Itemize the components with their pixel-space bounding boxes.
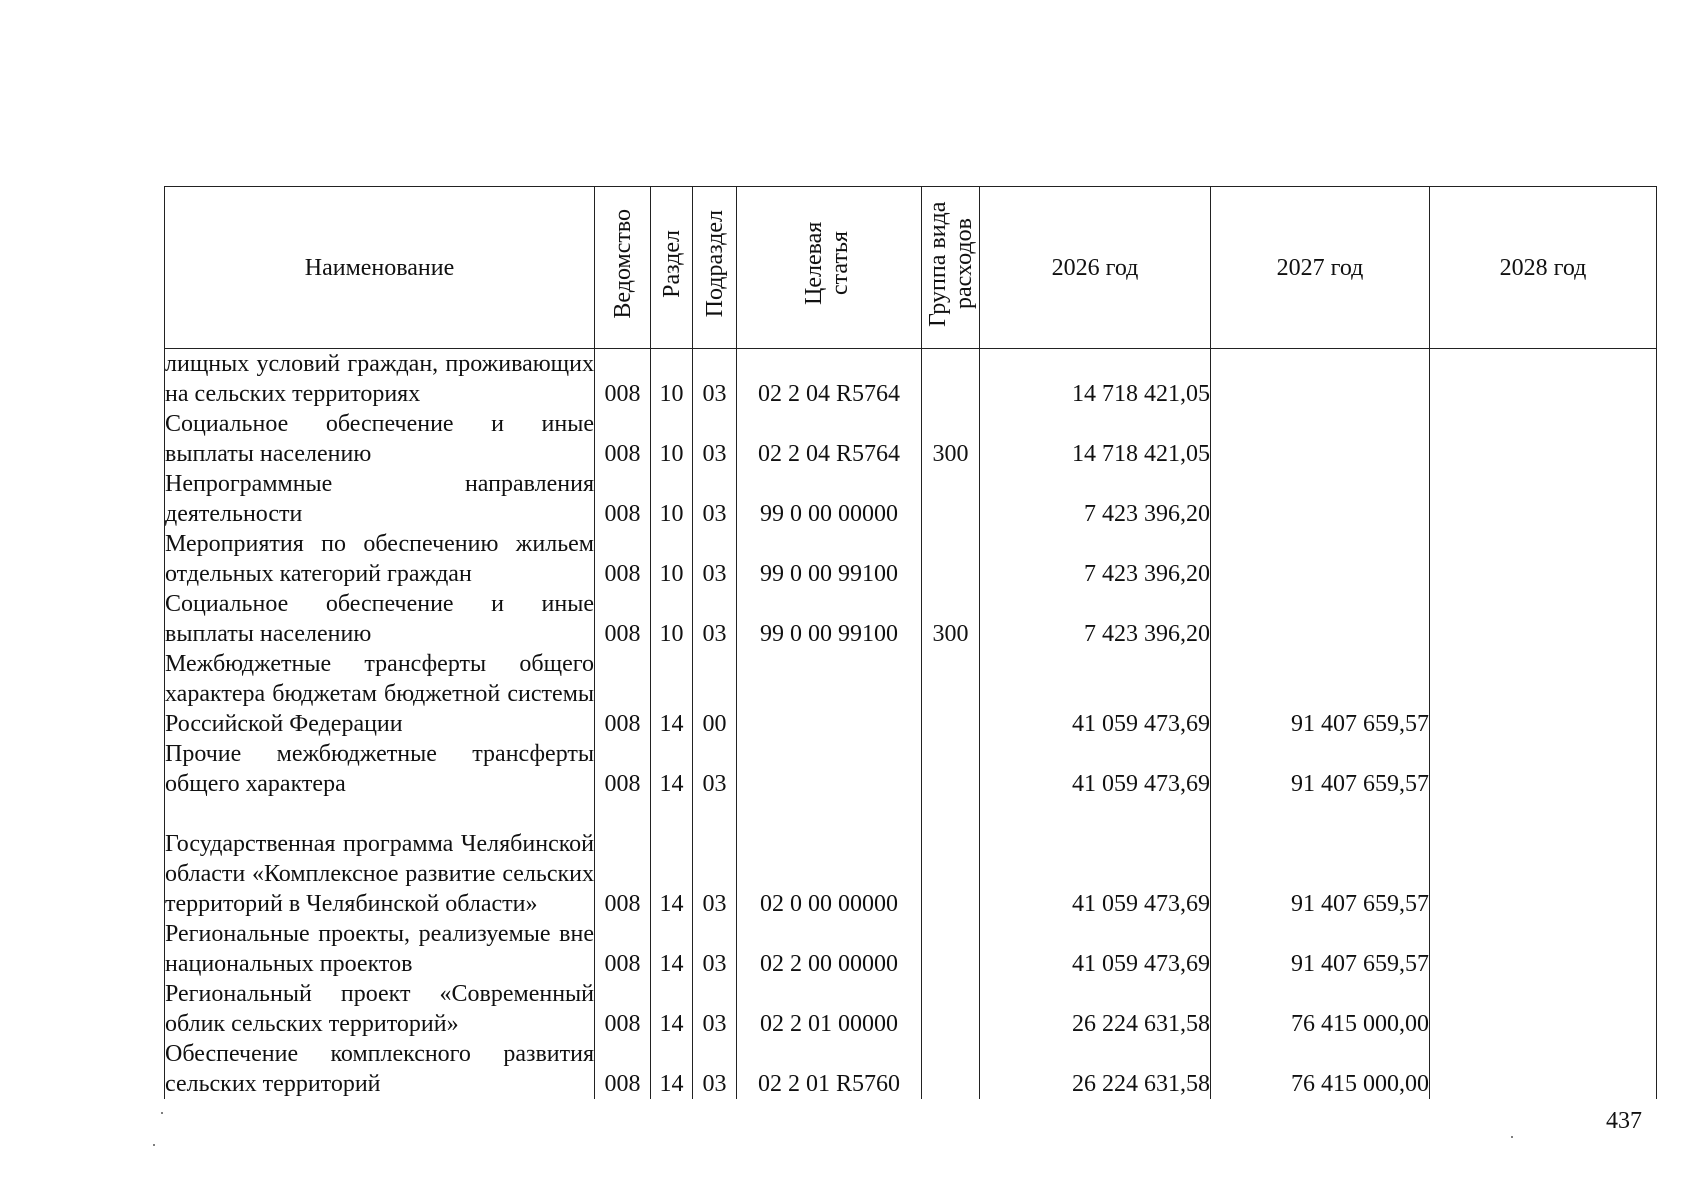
row-2026: 14 718 421,05	[980, 409, 1211, 469]
row-group	[922, 1039, 980, 1099]
row-dept: 008	[595, 469, 651, 529]
row-section: 10	[651, 409, 693, 469]
row-subsection: 03	[693, 739, 737, 799]
row-2027	[1211, 529, 1430, 589]
row-section: 14	[651, 1039, 693, 1099]
row-2027: 91 407 659,57	[1211, 799, 1430, 919]
row-target: 02 0 00 00000	[737, 799, 922, 919]
row-group	[922, 649, 980, 739]
budget-table	[164, 186, 1657, 1099]
row-2026: 41 059 473,69	[980, 739, 1211, 799]
row-group	[922, 799, 980, 919]
row-target: 02 2 04 R5764	[737, 349, 922, 410]
row-section: 14	[651, 739, 693, 799]
row-2027: 76 415 000,00	[1211, 1039, 1430, 1099]
row-dept: 008	[595, 649, 651, 739]
row-name: лищных условий граждан, проживающих на сельских территориях	[165, 349, 595, 410]
row-name: Региональный проект «Современный облик сельских территорий»	[165, 981, 594, 1037]
row-2028	[1430, 799, 1657, 919]
row-2028	[1430, 349, 1657, 410]
row-2027: 91 407 659,57	[1211, 649, 1430, 739]
header-dept: Ведомство	[595, 187, 651, 349]
row-target: 99 0 00 00000	[737, 469, 922, 529]
row-2028	[1430, 589, 1657, 649]
row-subsection: 03	[693, 1039, 737, 1099]
header-name: Наименование	[165, 187, 595, 349]
header-section: Раздел	[651, 187, 693, 349]
row-group: 300	[922, 409, 980, 469]
row-target	[737, 649, 922, 739]
row-subsection: 03	[693, 799, 737, 919]
table-row	[165, 349, 1657, 410]
row-2026: 14 718 421,05	[980, 349, 1211, 410]
row-dept: 008	[595, 1039, 651, 1099]
row-subsection: 03	[693, 979, 737, 1039]
row-subsection: 00	[693, 649, 737, 739]
scan-speck	[153, 1144, 155, 1146]
row-2026: 7 423 396,20	[980, 529, 1211, 589]
row-target: 99 0 00 99100	[737, 529, 922, 589]
row-dept: 008	[595, 799, 651, 919]
table-row	[165, 649, 1657, 739]
table-body	[165, 349, 1657, 1100]
row-dept: 008	[595, 919, 651, 979]
row-name: Обеспечение комплексного развития сельских территорий	[165, 1041, 594, 1097]
row-target: 02 2 00 00000	[737, 919, 922, 979]
header-2027: 2027 год	[1211, 187, 1430, 349]
row-section: 14	[651, 979, 693, 1039]
row-subsection: 03	[693, 529, 737, 589]
row-group: 300	[922, 589, 980, 649]
table-row	[165, 919, 1657, 979]
row-dept: 008	[595, 589, 651, 649]
row-target: 02 2 01 R5760	[737, 1039, 922, 1099]
table-row	[165, 469, 1657, 529]
row-2028	[1430, 979, 1657, 1039]
row-dept: 008	[595, 409, 651, 469]
row-name: Непрограммные направления деятельности	[165, 471, 594, 527]
row-2027	[1211, 349, 1430, 410]
row-2026: 7 423 396,20	[980, 469, 1211, 529]
row-2026: 41 059 473,69	[980, 649, 1211, 739]
table-row	[165, 739, 1657, 799]
row-group	[922, 919, 980, 979]
row-subsection: 03	[693, 589, 737, 649]
row-name: Социальное обеспечение и иные выплаты населению	[165, 411, 594, 467]
header-2028: 2028 год	[1430, 187, 1657, 349]
row-2026: 41 059 473,69	[980, 799, 1211, 919]
row-section: 10	[651, 349, 693, 410]
row-name: Региональные проекты, реализуемые вне национальных проектов	[165, 921, 594, 977]
row-name: Государственная программа Челябинской области «Комплексное развитие сельских территорий в Челябинской области»	[165, 799, 595, 919]
table-row	[165, 529, 1657, 589]
row-section: 14	[651, 799, 693, 919]
row-group	[922, 739, 980, 799]
row-target: 99 0 00 99100	[737, 589, 922, 649]
row-2027: 91 407 659,57	[1211, 739, 1430, 799]
scan-speck	[161, 1112, 163, 1114]
header-group: Группа вида расходов	[922, 187, 980, 349]
scan-speck	[1511, 1136, 1513, 1138]
row-2028	[1430, 1039, 1657, 1099]
row-2028	[1430, 919, 1657, 979]
row-name: Межбюджетные трансферты общего характера бюджетам бюджетной системы Российской Федерации	[165, 651, 594, 737]
row-dept: 008	[595, 739, 651, 799]
header-subsection: Подраздел	[693, 187, 737, 349]
row-section: 14	[651, 919, 693, 979]
table-row	[165, 589, 1657, 649]
row-section: 10	[651, 529, 693, 589]
row-subsection: 03	[693, 469, 737, 529]
row-name: Социальное обеспечение и иные выплаты населению	[165, 591, 594, 647]
row-group	[922, 979, 980, 1039]
row-2026: 41 059 473,69	[980, 919, 1211, 979]
row-2027	[1211, 409, 1430, 469]
row-2028	[1430, 739, 1657, 799]
header-target: Целевая статья	[737, 187, 922, 349]
row-subsection: 03	[693, 919, 737, 979]
row-2028	[1430, 469, 1657, 529]
row-name: Прочие межбюджетные трансферты общего характера	[165, 741, 594, 797]
row-group	[922, 469, 980, 529]
table-row	[165, 799, 1657, 919]
row-2027: 91 407 659,57	[1211, 919, 1430, 979]
row-section: 14	[651, 649, 693, 739]
row-subsection: 03	[693, 409, 737, 469]
row-dept: 008	[595, 529, 651, 589]
row-2028	[1430, 529, 1657, 589]
row-2028	[1430, 409, 1657, 469]
page-number: 437	[1606, 1108, 1642, 1134]
row-2027: 76 415 000,00	[1211, 979, 1430, 1039]
row-dept: 008	[595, 979, 651, 1039]
row-target: 02 2 01 00000	[737, 979, 922, 1039]
row-name: Мероприятия по обеспечению жильем отдельных категорий граждан	[165, 531, 594, 587]
row-2026: 7 423 396,20	[980, 589, 1211, 649]
row-target: 02 2 04 R5764	[737, 409, 922, 469]
header-2026: 2026 год	[980, 187, 1211, 349]
row-2026: 26 224 631,58	[980, 979, 1211, 1039]
table-row	[165, 979, 1657, 1039]
row-2027	[1211, 469, 1430, 529]
row-target	[737, 739, 922, 799]
table-row	[165, 409, 1657, 469]
row-section: 10	[651, 469, 693, 529]
table-row	[165, 1039, 1657, 1099]
row-group	[922, 529, 980, 589]
row-2026: 26 224 631,58	[980, 1039, 1211, 1099]
row-section: 10	[651, 589, 693, 649]
row-group	[922, 349, 980, 410]
row-2028	[1430, 649, 1657, 739]
row-dept: 008	[595, 349, 651, 410]
row-2027	[1211, 589, 1430, 649]
table-header-row	[165, 187, 1657, 349]
row-subsection: 03	[693, 349, 737, 410]
